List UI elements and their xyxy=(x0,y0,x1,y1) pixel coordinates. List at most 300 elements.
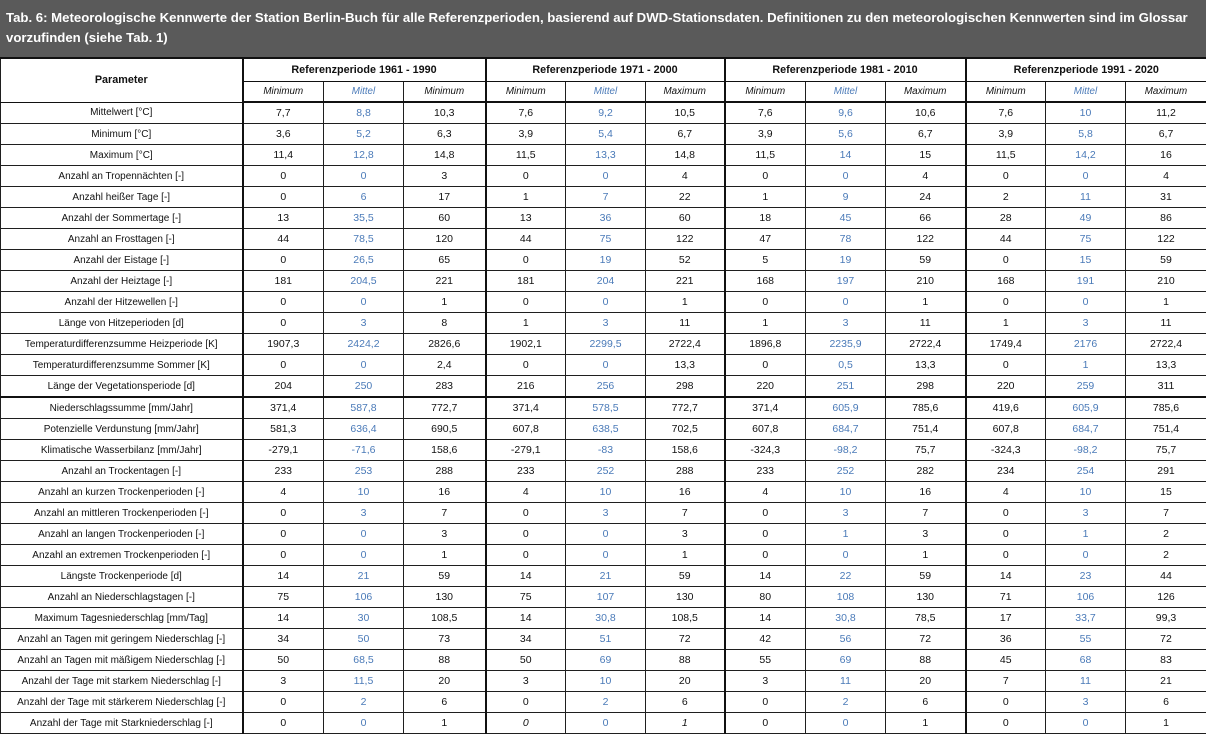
cell-minimum: 0 xyxy=(243,713,324,734)
table-row xyxy=(1,566,1206,587)
table-row xyxy=(1,461,1206,482)
table-row xyxy=(1,608,1206,629)
cell-mittel: 197 xyxy=(806,271,886,292)
cell-mittel: 78,5 xyxy=(324,229,404,250)
cell-minimum: 0 xyxy=(486,503,566,524)
cell-mittel: 108 xyxy=(806,587,886,608)
cell-maximum: 13,3 xyxy=(886,355,966,376)
table-row xyxy=(1,524,1206,545)
cell-minimum: 0 xyxy=(243,503,324,524)
parameter-name: Potenzielle Verdunstung [mm/Jahr] xyxy=(1,419,243,440)
parameter-name: Anzahl der Eistage [-] xyxy=(1,250,243,271)
cell-minimum: 2 xyxy=(966,187,1046,208)
cell-minimum: 0 xyxy=(243,545,324,566)
cell-mittel: 587,8 xyxy=(324,397,404,419)
cell-minimum: 7,7 xyxy=(243,102,324,124)
cell-maximum: 120 xyxy=(404,229,486,250)
cell-mittel: 9,2 xyxy=(566,102,646,124)
table-row xyxy=(1,587,1206,608)
parameter-name: Längste Trockenperiode [d] xyxy=(1,566,243,587)
cell-mittel: 253 xyxy=(324,461,404,482)
cell-maximum: 14,8 xyxy=(404,145,486,166)
cell-minimum: 14 xyxy=(243,608,324,629)
cell-maximum: 72 xyxy=(1126,629,1206,650)
cell-mittel: 11 xyxy=(1046,671,1126,692)
col-header-max: Maximum xyxy=(886,82,966,103)
cell-minimum: 0 xyxy=(486,166,566,187)
parameter-name: Anzahl an Trockentagen [-] xyxy=(1,461,243,482)
table-caption: Tab. 6: Meteorologische Kennwerte der Station Berlin-Buch für alle Referenzperioden, basierend auf DWD-Stationsdaten. Definitionen zu den meteorologischen Kennwerten sind im Glossar vorzufinden (siehe Tab. 1) xyxy=(0,0,1206,57)
cell-maximum: 6,7 xyxy=(886,124,966,145)
cell-mittel: 75 xyxy=(566,229,646,250)
table-row xyxy=(1,229,1206,250)
cell-maximum: 785,6 xyxy=(886,397,966,419)
cell-mittel: 9 xyxy=(806,187,886,208)
parameter-name: Anzahl an Tagen mit mäßigem Niederschlag [-] xyxy=(1,650,243,671)
cell-maximum: 11,2 xyxy=(1126,102,1206,124)
table-row xyxy=(1,166,1206,187)
cell-minimum: 0 xyxy=(486,524,566,545)
cell-maximum: 6 xyxy=(646,692,725,713)
cell-minimum: 0 xyxy=(243,292,324,313)
col-header-max: Maximum xyxy=(646,82,725,103)
cell-maximum: 73 xyxy=(404,629,486,650)
cell-minimum: 0 xyxy=(243,166,324,187)
cell-minimum: 34 xyxy=(486,629,566,650)
cell-maximum: 288 xyxy=(646,461,725,482)
cell-mittel: 3 xyxy=(324,313,404,334)
cell-minimum: 50 xyxy=(243,650,324,671)
cell-maximum: 772,7 xyxy=(404,397,486,419)
cell-mittel: 14 xyxy=(806,145,886,166)
cell-maximum: 88 xyxy=(404,650,486,671)
cell-mittel: 10 xyxy=(324,482,404,503)
table-row xyxy=(1,292,1206,313)
cell-minimum: 14 xyxy=(725,566,806,587)
cell-mittel: 26,5 xyxy=(324,250,404,271)
cell-maximum: 2 xyxy=(1126,545,1206,566)
cell-mittel: 684,7 xyxy=(1046,419,1126,440)
cell-minimum: 14 xyxy=(243,566,324,587)
cell-minimum: 50 xyxy=(486,650,566,671)
cell-mittel: 0 xyxy=(324,355,404,376)
parameter-name: Anzahl der Heiztage [-] xyxy=(1,271,243,292)
cell-maximum: 59 xyxy=(886,250,966,271)
cell-minimum: 18 xyxy=(725,208,806,229)
cell-minimum: 80 xyxy=(725,587,806,608)
cell-minimum: 0 xyxy=(243,313,324,334)
cell-minimum: 7,6 xyxy=(966,102,1046,124)
cell-minimum: 17 xyxy=(966,608,1046,629)
col-header-max: Minimum xyxy=(404,82,486,103)
cell-maximum: 122 xyxy=(886,229,966,250)
cell-maximum: 20 xyxy=(404,671,486,692)
cell-maximum: 2722,4 xyxy=(886,334,966,355)
cell-maximum: 311 xyxy=(1126,376,1206,398)
cell-maximum: 7 xyxy=(404,503,486,524)
period-header: Referenzperiode 1971 - 2000 xyxy=(486,58,725,82)
cell-maximum: 8 xyxy=(404,313,486,334)
cell-minimum: 234 xyxy=(966,461,1046,482)
cell-mittel: 5,6 xyxy=(806,124,886,145)
cell-mittel: 5,4 xyxy=(566,124,646,145)
cell-minimum: 419,6 xyxy=(966,397,1046,419)
cell-mittel: 578,5 xyxy=(566,397,646,419)
cell-maximum: 1 xyxy=(886,545,966,566)
cell-mittel: 0 xyxy=(566,545,646,566)
cell-minimum: 3,9 xyxy=(486,124,566,145)
cell-minimum: 1 xyxy=(966,313,1046,334)
cell-maximum: 7 xyxy=(886,503,966,524)
table-row xyxy=(1,145,1206,166)
cell-mittel: 0 xyxy=(806,545,886,566)
cell-mittel: 2424,2 xyxy=(324,334,404,355)
cell-mittel: 1 xyxy=(806,524,886,545)
cell-minimum: 1 xyxy=(725,313,806,334)
cell-maximum: 288 xyxy=(404,461,486,482)
cell-maximum: 283 xyxy=(404,376,486,398)
cell-maximum: 20 xyxy=(646,671,725,692)
cell-minimum: 3,9 xyxy=(725,124,806,145)
parameter-header: Parameter xyxy=(1,58,243,102)
cell-maximum: 1 xyxy=(1126,713,1206,734)
cell-maximum: 3 xyxy=(404,166,486,187)
cell-mittel: 14,2 xyxy=(1046,145,1126,166)
period-header: Referenzperiode 1961 - 1990 xyxy=(243,58,486,82)
col-header-mittel: Mittel xyxy=(566,82,646,103)
cell-minimum: 0 xyxy=(725,355,806,376)
col-header-min: Minimum xyxy=(486,82,566,103)
cell-minimum: 371,4 xyxy=(725,397,806,419)
cell-maximum: 108,5 xyxy=(646,608,725,629)
parameter-name: Anzahl heißer Tage [-] xyxy=(1,187,243,208)
cell-mittel: 78 xyxy=(806,229,886,250)
cell-mittel: 5,8 xyxy=(1046,124,1126,145)
cell-mittel: 0 xyxy=(566,524,646,545)
cell-maximum: 22 xyxy=(646,187,725,208)
cell-maximum: 2,4 xyxy=(404,355,486,376)
cell-mittel: 21 xyxy=(324,566,404,587)
cell-minimum: 0 xyxy=(966,692,1046,713)
period-header: Referenzperiode 1981 - 2010 xyxy=(725,58,966,82)
cell-minimum: 0 xyxy=(486,545,566,566)
cell-minimum: 581,3 xyxy=(243,419,324,440)
cell-mittel: 0 xyxy=(806,292,886,313)
cell-mittel: 0 xyxy=(1046,545,1126,566)
cell-mittel: 36 xyxy=(566,208,646,229)
cell-maximum: 52 xyxy=(646,250,725,271)
cell-maximum: 130 xyxy=(646,587,725,608)
cell-minimum: 3,6 xyxy=(243,124,324,145)
col-header-mittel: Mittel xyxy=(1046,82,1126,103)
cell-minimum: 36 xyxy=(966,629,1046,650)
cell-maximum: 10,6 xyxy=(886,102,966,124)
cell-minimum: -279,1 xyxy=(486,440,566,461)
cell-mittel: 13,3 xyxy=(566,145,646,166)
cell-mittel: 0 xyxy=(324,713,404,734)
cell-minimum: 75 xyxy=(243,587,324,608)
cell-maximum: 20 xyxy=(886,671,966,692)
cell-mittel: 0 xyxy=(1046,713,1126,734)
cell-minimum: 0 xyxy=(486,250,566,271)
cell-minimum: 0 xyxy=(725,713,806,734)
cell-minimum: 216 xyxy=(486,376,566,398)
period-header: Referenzperiode 1991 - 2020 xyxy=(966,58,1206,82)
cell-minimum: 371,4 xyxy=(486,397,566,419)
cell-mittel: 68 xyxy=(1046,650,1126,671)
cell-mittel: 69 xyxy=(566,650,646,671)
cell-maximum: 72 xyxy=(646,629,725,650)
cell-maximum: 122 xyxy=(1126,229,1206,250)
cell-mittel: 55 xyxy=(1046,629,1126,650)
cell-maximum: 3 xyxy=(404,524,486,545)
cell-mittel: 0 xyxy=(566,355,646,376)
cell-maximum: 59 xyxy=(1126,250,1206,271)
cell-minimum: 204 xyxy=(243,376,324,398)
cell-mittel: 3 xyxy=(324,503,404,524)
col-header-max: Maximum xyxy=(1126,82,1206,103)
parameter-name: Anzahl der Tage mit Starkniederschlag [-] xyxy=(1,713,243,734)
cell-minimum: 1896,8 xyxy=(725,334,806,355)
cell-mittel: 2 xyxy=(324,692,404,713)
parameter-name: Anzahl der Hitzewellen [-] xyxy=(1,292,243,313)
cell-maximum: 210 xyxy=(886,271,966,292)
cell-maximum: 221 xyxy=(646,271,725,292)
cell-maximum: 6,7 xyxy=(1126,124,1206,145)
cell-minimum: 0 xyxy=(486,355,566,376)
cell-maximum: 16 xyxy=(404,482,486,503)
cell-minimum: 0 xyxy=(966,503,1046,524)
parameter-name: Anzahl an mittleren Trockenperioden [-] xyxy=(1,503,243,524)
cell-mittel: 0 xyxy=(1046,166,1126,187)
cell-mittel: 12,8 xyxy=(324,145,404,166)
cell-maximum: 282 xyxy=(886,461,966,482)
table-row xyxy=(1,419,1206,440)
cell-maximum: 60 xyxy=(404,208,486,229)
cell-mittel: 252 xyxy=(806,461,886,482)
cell-maximum: 13,3 xyxy=(646,355,725,376)
cell-mittel: 251 xyxy=(806,376,886,398)
cell-mittel: 2176 xyxy=(1046,334,1126,355)
cell-maximum: 130 xyxy=(886,587,966,608)
cell-maximum: 2722,4 xyxy=(646,334,725,355)
cell-mittel: 10 xyxy=(806,482,886,503)
cell-minimum: 0 xyxy=(725,503,806,524)
cell-maximum: 2722,4 xyxy=(1126,334,1206,355)
cell-maximum: 126 xyxy=(1126,587,1206,608)
table-row xyxy=(1,545,1206,566)
cell-mittel: 3 xyxy=(1046,692,1126,713)
cell-mittel: 9,6 xyxy=(806,102,886,124)
cell-minimum: 0 xyxy=(725,524,806,545)
cell-maximum: 108,5 xyxy=(404,608,486,629)
parameter-name: Anzahl an Niederschlagstagen [-] xyxy=(1,587,243,608)
cell-minimum: -279,1 xyxy=(243,440,324,461)
table-row xyxy=(1,482,1206,503)
cell-minimum: 4 xyxy=(486,482,566,503)
cell-maximum: 16 xyxy=(1126,145,1206,166)
cell-minimum: 0 xyxy=(725,292,806,313)
cell-mittel: 2235,9 xyxy=(806,334,886,355)
cell-mittel: 3 xyxy=(1046,313,1126,334)
cell-minimum: 233 xyxy=(243,461,324,482)
col-header-min: Minimum xyxy=(725,82,806,103)
parameter-name: Anzahl an Tropennächten [-] xyxy=(1,166,243,187)
cell-mittel: 35,5 xyxy=(324,208,404,229)
cell-mittel: 204,5 xyxy=(324,271,404,292)
cell-maximum: 1 xyxy=(404,713,486,734)
table-row xyxy=(1,671,1206,692)
cell-maximum: 16 xyxy=(646,482,725,503)
cell-mittel: 0 xyxy=(806,166,886,187)
cell-mittel: 204 xyxy=(566,271,646,292)
cell-minimum: 0 xyxy=(966,713,1046,734)
parameter-name: Anzahl an langen Trockenperioden [-] xyxy=(1,524,243,545)
climate-table xyxy=(0,57,1206,734)
cell-mittel: 2 xyxy=(806,692,886,713)
cell-maximum: 298 xyxy=(886,376,966,398)
parameter-name: Länge der Vegetationsperiode [d] xyxy=(1,376,243,398)
cell-maximum: 751,4 xyxy=(1126,419,1206,440)
cell-minimum: 607,8 xyxy=(725,419,806,440)
cell-minimum: 3 xyxy=(725,671,806,692)
cell-maximum: 7 xyxy=(1126,503,1206,524)
cell-maximum: 83 xyxy=(1126,650,1206,671)
cell-mittel: 0 xyxy=(324,545,404,566)
table-row xyxy=(1,187,1206,208)
cell-maximum: 2826,6 xyxy=(404,334,486,355)
cell-minimum: 0 xyxy=(725,692,806,713)
cell-mittel: 10 xyxy=(1046,482,1126,503)
table-row xyxy=(1,250,1206,271)
cell-minimum: -324,3 xyxy=(725,440,806,461)
cell-mittel: 10 xyxy=(1046,102,1126,124)
cell-mittel: -71,6 xyxy=(324,440,404,461)
cell-minimum: 0 xyxy=(486,692,566,713)
cell-maximum: 1 xyxy=(646,292,725,313)
table-row xyxy=(1,124,1206,145)
cell-minimum: 371,4 xyxy=(243,397,324,419)
cell-maximum: 6,3 xyxy=(404,124,486,145)
parameter-name: Niederschlagssumme [mm/Jahr] xyxy=(1,397,243,419)
cell-minimum: 47 xyxy=(725,229,806,250)
cell-minimum: 1902,1 xyxy=(486,334,566,355)
cell-maximum: 59 xyxy=(886,566,966,587)
cell-maximum: 1 xyxy=(404,292,486,313)
cell-maximum: 4 xyxy=(646,166,725,187)
cell-minimum: 0 xyxy=(243,187,324,208)
cell-maximum: 31 xyxy=(1126,187,1206,208)
cell-minimum: 7,6 xyxy=(725,102,806,124)
cell-minimum: 11,5 xyxy=(966,145,1046,166)
cell-maximum: 15 xyxy=(1126,482,1206,503)
cell-minimum: 0 xyxy=(486,713,566,734)
cell-minimum: 220 xyxy=(966,376,1046,398)
cell-minimum: 1 xyxy=(486,313,566,334)
cell-maximum: 6 xyxy=(404,692,486,713)
parameter-name: Anzahl der Tage mit stärkerem Niederschlag [-] xyxy=(1,692,243,713)
cell-mittel: 19 xyxy=(806,250,886,271)
cell-minimum: 233 xyxy=(486,461,566,482)
table-row xyxy=(1,334,1206,355)
cell-minimum: -324,3 xyxy=(966,440,1046,461)
cell-mittel: 106 xyxy=(324,587,404,608)
cell-mittel: 191 xyxy=(1046,271,1126,292)
cell-maximum: 86 xyxy=(1126,208,1206,229)
cell-minimum: 0 xyxy=(243,355,324,376)
table-row xyxy=(1,376,1206,398)
cell-maximum: 59 xyxy=(646,566,725,587)
cell-minimum: 4 xyxy=(243,482,324,503)
cell-maximum: 221 xyxy=(404,271,486,292)
cell-mittel: 11 xyxy=(806,671,886,692)
cell-maximum: 59 xyxy=(404,566,486,587)
cell-maximum: 751,4 xyxy=(886,419,966,440)
table-row xyxy=(1,313,1206,334)
cell-maximum: 15 xyxy=(886,145,966,166)
cell-maximum: 3 xyxy=(646,524,725,545)
cell-maximum: 75,7 xyxy=(1126,440,1206,461)
cell-mittel: 7 xyxy=(566,187,646,208)
parameter-name: Anzahl an Frosttagen [-] xyxy=(1,229,243,250)
cell-mittel: 51 xyxy=(566,629,646,650)
cell-mittel: 106 xyxy=(1046,587,1126,608)
cell-mittel: 3 xyxy=(566,313,646,334)
cell-minimum: 1 xyxy=(486,187,566,208)
cell-minimum: 0 xyxy=(966,524,1046,545)
cell-mittel: 11,5 xyxy=(324,671,404,692)
cell-maximum: 1 xyxy=(886,292,966,313)
cell-mittel: 252 xyxy=(566,461,646,482)
cell-mittel: 0 xyxy=(566,713,646,734)
table-row xyxy=(1,397,1206,419)
cell-maximum: 2 xyxy=(1126,524,1206,545)
cell-minimum: 0 xyxy=(966,545,1046,566)
cell-mittel: 0,5 xyxy=(806,355,886,376)
cell-mittel: 3 xyxy=(806,313,886,334)
cell-mittel: 1 xyxy=(1046,524,1126,545)
table-row xyxy=(1,713,1206,734)
parameter-name: Anzahl der Tage mit starkem Niederschlag [-] xyxy=(1,671,243,692)
cell-mittel: 605,9 xyxy=(1046,397,1126,419)
cell-maximum: 1 xyxy=(404,545,486,566)
cell-mittel: 638,5 xyxy=(566,419,646,440)
cell-minimum: 42 xyxy=(725,629,806,650)
cell-maximum: 21 xyxy=(1126,671,1206,692)
cell-minimum: 1749,4 xyxy=(966,334,1046,355)
cell-minimum: 0 xyxy=(725,545,806,566)
cell-maximum: 11 xyxy=(886,313,966,334)
parameter-name: Länge von Hitzeperioden [d] xyxy=(1,313,243,334)
cell-minimum: 45 xyxy=(966,650,1046,671)
cell-maximum: 1 xyxy=(1126,292,1206,313)
cell-minimum: 34 xyxy=(243,629,324,650)
cell-minimum: 55 xyxy=(725,650,806,671)
cell-mittel: 259 xyxy=(1046,376,1126,398)
table-row xyxy=(1,650,1206,671)
cell-minimum: 5 xyxy=(725,250,806,271)
parameter-name: Mittelwert [°C] xyxy=(1,102,243,124)
cell-minimum: 11,4 xyxy=(243,145,324,166)
cell-maximum: 10,5 xyxy=(646,102,725,124)
cell-minimum: 0 xyxy=(486,292,566,313)
cell-minimum: 0 xyxy=(243,692,324,713)
parameter-name: Minimum [°C] xyxy=(1,124,243,145)
cell-mittel: 22 xyxy=(806,566,886,587)
cell-mittel: 107 xyxy=(566,587,646,608)
cell-minimum: 181 xyxy=(486,271,566,292)
cell-minimum: 607,8 xyxy=(966,419,1046,440)
